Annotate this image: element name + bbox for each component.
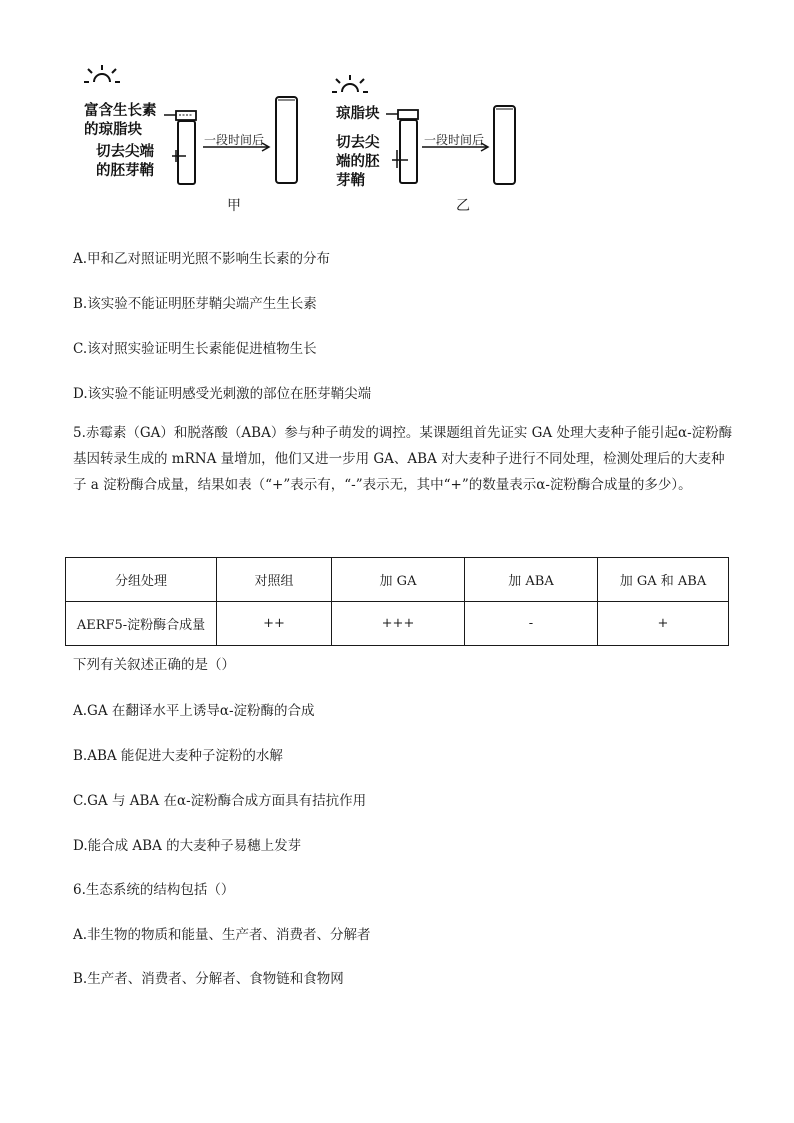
- q5-stem: 5.赤霉素（GA）和脱落酸（ABA）参与种子萌发的调控。某课题组首先证实 GA 处理大麦种子能引起α-淀粉酶基因转录生成的 mRNA 量增加，他们又进一步用 GA、ABA 对大麦种子进行不同处理，检测处理后的大麦种子 a 淀粉酶合成量，结果如表（“+”表示有，“-”表示无，其中“+”的数量表示α-淀粉酶合成量的多少）。: [73, 425, 733, 493]
- table-cell: +++: [332, 602, 465, 646]
- table-header-row: [66, 558, 729, 602]
- q5-option-c: C.GA 与 ABA 在α-淀粉酶合成方面具有拮抗作用: [73, 793, 367, 809]
- q6-stem: 6.生态系统的结构包括（）: [73, 882, 235, 898]
- table-row: [66, 602, 729, 646]
- table-header-cell: 对照组: [217, 558, 332, 602]
- caption-yi: 乙: [456, 198, 470, 214]
- light-source-icon-2: [332, 75, 368, 92]
- coleoptile-right: [400, 120, 417, 183]
- q4-option-a: A.甲和乙对照证明光照不影响生长素的分布: [73, 251, 331, 267]
- q5-question: 下列有关叙述正确的是（）: [73, 657, 235, 673]
- table-header-cell: 加 GA 和 ABA: [598, 558, 729, 602]
- q5-option-a: A.GA 在翻译水平上诱导α-淀粉酶的合成: [73, 703, 315, 719]
- table-cell: -: [465, 602, 598, 646]
- cut-label-yi: 切去尖 端的胚 芽鞘: [336, 135, 380, 189]
- table-header-cell: 加 GA: [332, 558, 465, 602]
- q4-option-b: B.该实验不能证明胚芽鞘尖端产生生长素: [73, 296, 317, 312]
- caption-jia: 甲: [227, 198, 241, 214]
- table-cell: ++: [217, 602, 332, 646]
- coleoptile-left-result: [276, 97, 297, 183]
- coleoptile-right-result: [494, 106, 515, 184]
- agar-label-yi: 琼脂块: [336, 106, 380, 122]
- arrow-label-yi: 一段时间后: [424, 133, 485, 147]
- cut-label-jia: 切去尖端 的胚芽鞘: [96, 144, 154, 179]
- q4-option-c: C.该对照实验证明生长素能促进植物生长: [73, 341, 317, 357]
- results-table: [65, 557, 729, 646]
- coleoptile-left: [178, 121, 195, 184]
- table-cell: AERF5-淀粉酶合成量: [66, 602, 217, 646]
- q5-option-b: B.ABA 能促进大麦种子淀粉的水解: [73, 748, 283, 764]
- arrow-label-jia: 一段时间后: [204, 133, 265, 147]
- table-header-cell: 分组处理: [66, 558, 217, 602]
- q6-option-b: B.生产者、消费者、分解者、食物链和食物网: [73, 971, 344, 987]
- agar-label-jia: 富含生长素 的琼脂块: [84, 103, 157, 138]
- q4-option-d: D.该实验不能证明感受光刺激的部位在胚芽鞘尖端: [73, 386, 372, 402]
- light-source-icon: [84, 65, 120, 82]
- table-cell: +: [598, 602, 729, 646]
- q6-option-a: A.非生物的物质和能量、生产者、消费者、分解者: [73, 927, 371, 943]
- agar-block-2: [398, 110, 418, 119]
- table-header-cell: 加 ABA: [465, 558, 598, 602]
- q5-option-d: D.能合成 ABA 的大麦种子易穗上发芽: [73, 838, 302, 854]
